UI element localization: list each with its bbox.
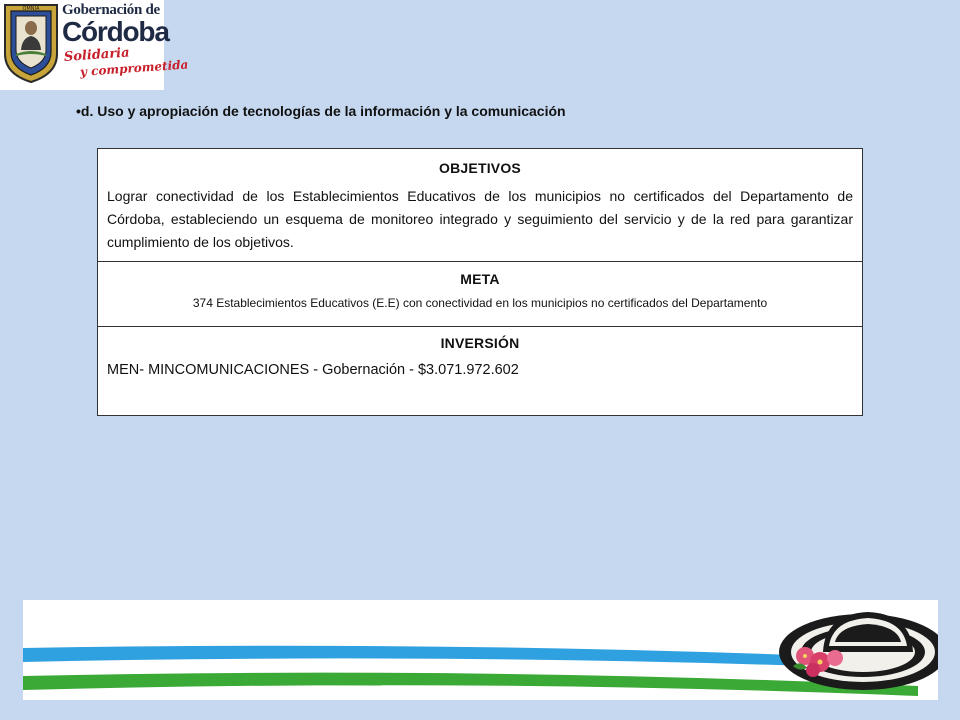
meta-text: 374 Establecimientos Educativos (E.E) con conectividad en los municipios no certificados del Departamento <box>192 296 768 310</box>
coat-of-arms-seal-icon <box>2 2 60 84</box>
sombrero-vueltiao-icon <box>23 600 938 700</box>
logo-line-2: Córdoba <box>62 16 169 47</box>
logo-tagline-2: y comprometida <box>79 57 189 79</box>
svg-text:OMNIA: OMNIA <box>22 6 40 12</box>
meta-section <box>98 262 862 327</box>
inversion-text: MEN- MINCOMUNICACIONES - Gobernación - $3.071.972.602 <box>107 362 519 378</box>
logo-tagline-1: Solidaria <box>63 45 131 65</box>
objetivos-section <box>98 149 862 262</box>
inversion-title: INVERSIÓN <box>440 335 520 351</box>
inversion-section <box>98 327 862 415</box>
section-heading: •d. Uso y apropiación de tecnologías de la información y la comunicación <box>76 103 566 119</box>
objetivos-title: OBJETIVOS <box>439 160 521 176</box>
meta-title: META <box>460 271 500 287</box>
info-table <box>97 148 863 416</box>
logo-line-1: Gobernación de <box>62 2 160 18</box>
gobernacion-logo <box>0 0 189 90</box>
objetivos-text: Lograr conectividad de los Establecimientos Educativos de los municipios no certificados del Departamento de Córdoba, estableciendo un esquema de monitoreo integrado y seguimiento del servicio y de la red para garantizar cumplimiento de los objetivos. <box>107 188 853 250</box>
footer-banner <box>23 600 938 700</box>
